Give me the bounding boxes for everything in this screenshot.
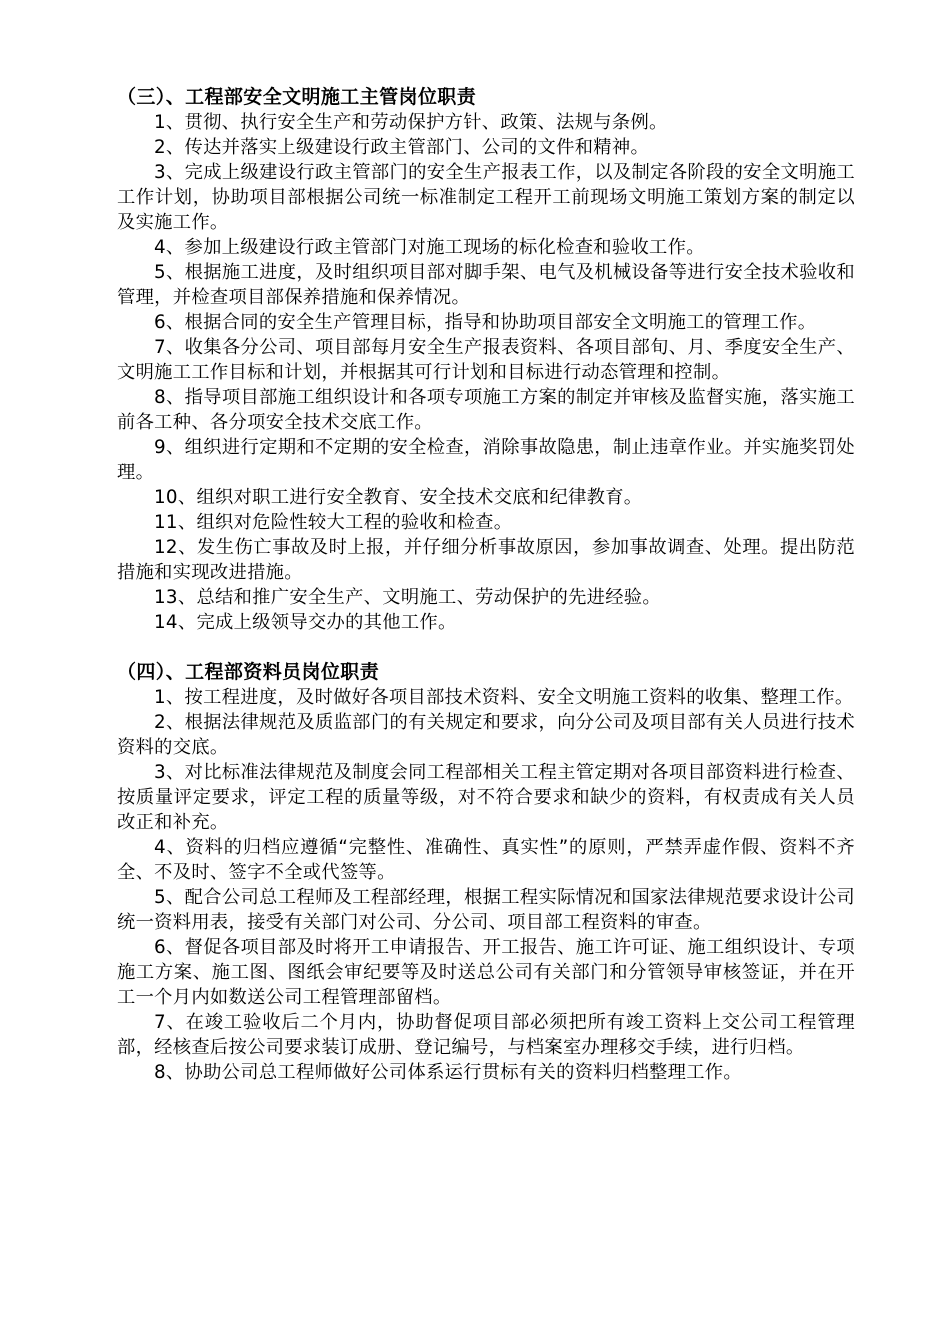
duty-item: 14、完成上级领导交办的其他工作。 <box>154 612 457 633</box>
duty-item: 11、组织对危险性较大工程的验收和检查。 <box>154 512 513 533</box>
duty-item: 4、参加上级建设行政主管部门对施工现场的标化检查和验收工作。 <box>154 237 705 258</box>
duty-item: 10、组织对职工进行安全教育、安全技术交底和纪律教育。 <box>154 487 643 508</box>
duty-item: 6、根据合同的安全生产管理目标，指导和协助项目部安全文明施工的管理工作。 <box>154 312 817 333</box>
duty-item: 5、根据施工进度，及时组织项目部对脚手架、电气及机械设备等进行安全技术验收和管理，并检查项目部保养措施和保养情况。 <box>117 262 855 308</box>
duty-item: 1、按工程进度，及时做好各项目部技术资料、安全文明施工资料的收集、整理工作。 <box>154 687 854 708</box>
document-page <box>117 85 855 1085</box>
duty-item: 6、督促各项目部及时将开工申请报告、开工报告、施工许可证、施工组织设计、专项施工方案、施工图、图纸会审纪要等及时送总公司有关部门和分管领导审核签证，并在开工一个月内如数送公司工程管理部留档。 <box>117 937 855 1008</box>
section-title-3: （三）、工程部安全文明施工主管岗位职责 <box>117 86 477 108</box>
duty-item: 9、组织进行定期和不定期的安全检查，消除事故隐患，制止违章作业。并实施奖罚处理。 <box>117 437 855 483</box>
duty-item: 3、完成上级建设行政主管部门的安全生产报表工作，以及制定各阶段的安全文明施工工作计划，协助项目部根据公司统一标准制定工程开工前现场文明施工策划方案的制定以及实施工作。 <box>117 162 855 233</box>
duty-item: 2、传达并落实上级建设行政主管部门、公司的文件和精神。 <box>154 137 650 158</box>
duty-item: 2、根据法律规范及质监部门的有关规定和要求，向分公司及项目部有关人员进行技术资料的交底。 <box>117 712 855 758</box>
duty-item: 13、总结和推广安全生产、文明施工、劳动保护的先进经验。 <box>154 587 661 608</box>
duty-item: 3、对比标准法律规范及制度会同工程部相关工程主管定期对各项目部资料进行检查、按质量评定要求，评定工程的质量等级，对不符合要求和缺少的资料，有权责成有关人员改正和补充。 <box>117 762 855 833</box>
duty-item: 1、贯彻、执行安全生产和劳动保护方针、政策、法规与条例。 <box>154 112 668 133</box>
duty-item: 12、发生伤亡事故及时上报，并仔细分析事故原因，参加事故调查、处理。提出防范措施和实现改进措施。 <box>117 537 855 583</box>
duty-item: 5、配合公司总工程师及工程部经理，根据工程实际情况和国家法律规范要求设计公司统一资料用表，接受有关部门对公司、分公司、项目部工程资料的审查。 <box>117 887 855 933</box>
duty-item: 7、在竣工验收后二个月内，协助督促项目部必须把所有竣工资料上交公司工程管理部，经核查后按公司要求装订成册、登记编号，与档案室办理移交手续，进行归档。 <box>117 1012 855 1058</box>
duty-item: 8、指导项目部施工组织设计和各项专项施工方案的制定并审核及监督实施，落实施工前各工种、各分项安全技术交底工作。 <box>117 387 855 433</box>
duty-item: 4、资料的归档应遵循“完整性、准确性、真实性”的原则，严禁弄虚作假、资料不齐全、不及时、签字不全或代签等。 <box>117 837 855 883</box>
duty-item: 7、收集各分公司、项目部每月安全生产报表资料、各项目部旬、月、季度安全生产、文明施工工作目标和计划，并根据其可行计划和目标进行动态管理和控制。 <box>117 337 855 383</box>
section-spacer <box>117 635 855 660</box>
duty-item: 8、协助公司总工程师做好公司体系运行贯标有关的资料归档整理工作。 <box>154 1062 742 1083</box>
section-title-4: （四）、工程部资料员岗位职责 <box>117 661 380 683</box>
